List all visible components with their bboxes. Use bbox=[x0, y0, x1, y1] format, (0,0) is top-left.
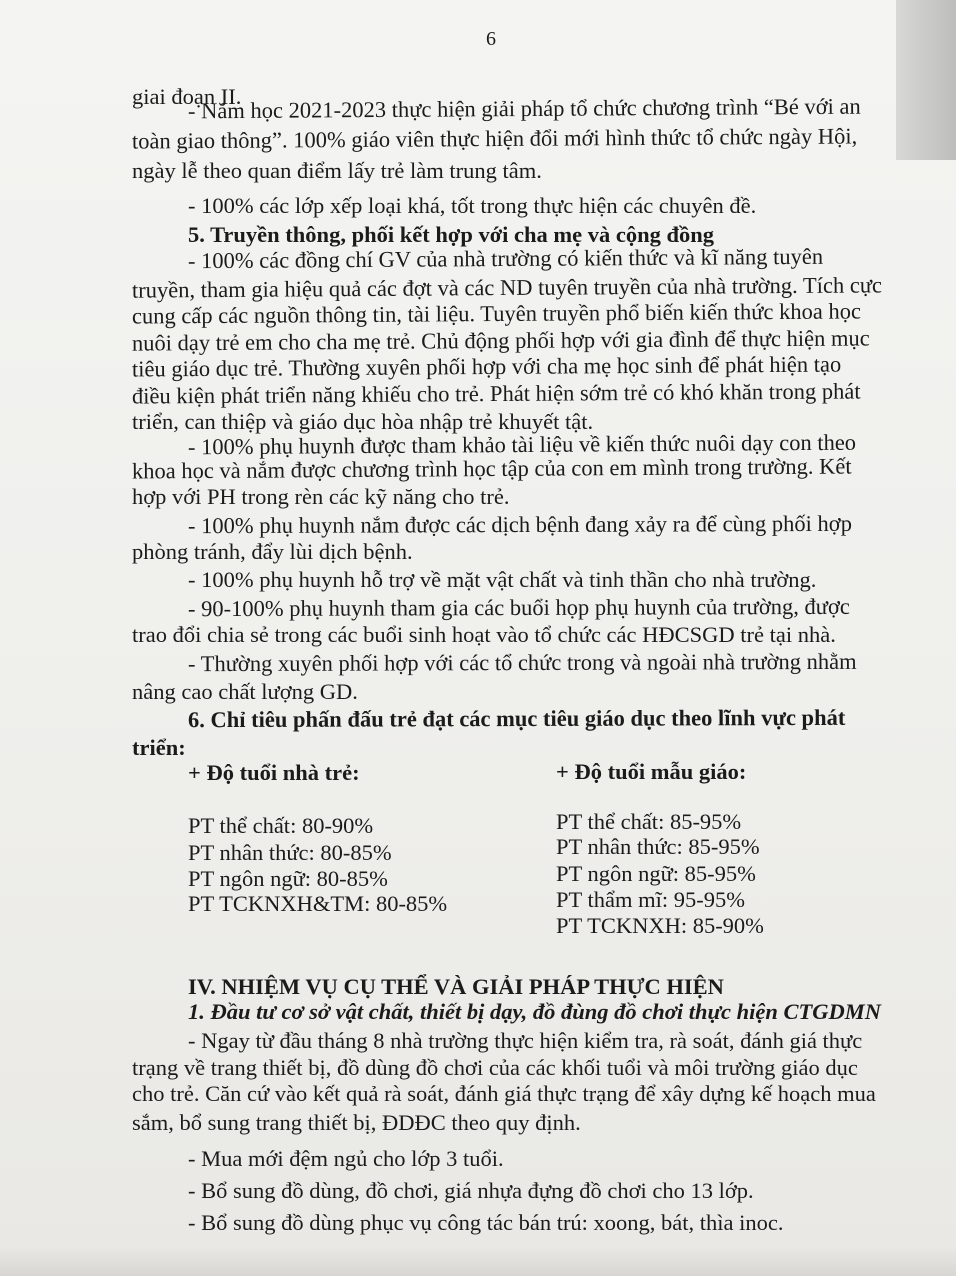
text-line: - 100% phụ huynh hỗ trợ về mặt vật chất và tinh thần cho nhà trường. bbox=[188, 567, 817, 592]
text-line: giai đoạn II. bbox=[132, 84, 242, 109]
nursery-target: PT TCKNXH&TM: 80-85% bbox=[188, 891, 448, 916]
text-line: - Ngay từ đầu tháng 8 nhà trường thực hiện kiểm tra, rà soát, đánh giá thực bbox=[188, 1028, 863, 1053]
text-line: - 100% các lớp xếp loại khá, tốt trong thực hiện các chuyên đề. bbox=[188, 193, 757, 218]
text-line: nâng cao chất lượng GD. bbox=[132, 679, 358, 704]
text-line: toàn giao thông”. 100% giáo viên thực hiện đổi mới hình thức tổ chức ngày Hội, bbox=[131, 123, 858, 154]
text-line: hợp với PH trong rèn các kỹ năng cho trẻ. bbox=[132, 484, 510, 509]
text-line: nuôi dạy trẻ em cho cha mẹ trẻ. Chủ động phối hợp với gia đình để thực hiện mục bbox=[131, 325, 870, 356]
page-number: 6 bbox=[486, 28, 496, 50]
nursery-age-heading: + Độ tuổi nhà trẻ: bbox=[188, 760, 360, 785]
nursery-target: PT nhân thức: 80-85% bbox=[188, 840, 392, 865]
text-line: - 100% phụ huynh nắm được các dịch bệnh đang xảy ra để cùng phối hợp bbox=[187, 510, 852, 539]
kindergarten-target: PT thể chất: 85-95% bbox=[556, 809, 742, 834]
text-line: tiêu giáo dục trẻ. Thường xuyên phối hợp với cha mẹ học sinh để phát hiện tạo bbox=[131, 351, 842, 382]
text-line: cho trẻ. Căn cứ vào kết quả rà soát, đánh giá thực trạng để xây dựng kế hoạch mua bbox=[132, 1081, 876, 1106]
kindergarten-target: PT thẩm mĩ: 95-95% bbox=[556, 887, 745, 912]
text-line: - Thường xuyên phối hợp với các tổ chức trong và ngoài nhà trường nhằm bbox=[187, 648, 857, 677]
nursery-target: PT ngôn ngữ: 80-85% bbox=[188, 866, 388, 891]
text-line: phòng tránh, đẩy lùi dịch bệnh. bbox=[132, 539, 413, 564]
text-line: - 100% phụ huynh được tham khảo tài liệu về kiến thức nuôi dạy con theo bbox=[187, 429, 857, 460]
text-line: ngày lễ theo quan điểm lấy trẻ làm trung tâm. bbox=[132, 158, 542, 183]
text-line: điều kiện phát triển năng khiếu cho trẻ. Phát hiện sớm trẻ có khó khăn trong phát bbox=[131, 378, 861, 409]
kindergarten-target: PT TCKNXH: 85-90% bbox=[556, 913, 764, 938]
text-line: trạng về trang thiết bị, đồ dùng đồ chơi của các khối tuổi và môi trường giáo dục bbox=[132, 1055, 858, 1080]
kindergarten-target: PT nhân thức: 85-95% bbox=[556, 834, 760, 859]
text-line: - 100% các đồng chí GV của nhà trường có kiến thức và kĩ năng tuyên bbox=[187, 243, 824, 274]
page-bottom-shadow bbox=[0, 1246, 956, 1276]
section-heading-cont: triển: bbox=[132, 735, 186, 760]
part-heading: IV. NHIỆM VỤ CỤ THỂ VÀ GIẢI PHÁP THỰC HIỆN bbox=[188, 974, 724, 999]
section-heading: 5. Truyền thông, phối kết hợp với cha mẹ và cộng đồng bbox=[188, 222, 715, 247]
text-line: - Bổ sung đồ dùng, đồ chơi, giá nhựa đựng đồ chơi cho 13 lớp. bbox=[188, 1178, 754, 1203]
nursery-target: PT thể chất: 80-90% bbox=[188, 813, 374, 838]
text-line: cung cấp các nguồn thông tin, tài liệu. Tuyên truyền phổ biến kiến thức khoa học bbox=[131, 298, 861, 329]
text-line: - Bổ sung đồ dùng phục vụ công tác bán trú: xoong, bát, thìa inoc. bbox=[188, 1210, 784, 1235]
section-heading: 6. Chỉ tiêu phấn đấu trẻ đạt các mục tiêu giáo dục theo lĩnh vực phát bbox=[187, 704, 846, 733]
text-line: triển, can thiệp và giáo dục hòa nhập trẻ khuyết tật. bbox=[132, 409, 594, 434]
text-line: - Năm học 2021-2023 thực hiện giải pháp tổ chức chương trình “Bé với an bbox=[187, 93, 861, 124]
text-line: - Mua mới đệm ngủ cho lớp 3 tuổi. bbox=[188, 1146, 504, 1171]
kindergarten-age-heading: + Độ tuổi mẫu giáo: bbox=[556, 759, 747, 784]
text-line: khoa học và nắm được chương trình học tập của con em mình trong trường. Kết bbox=[131, 453, 852, 484]
text-line: trao đổi chia sẻ trong các buổi sinh hoạt vào tổ chức các HĐCSGD trẻ tại nhà. bbox=[132, 622, 836, 647]
text-line: sắm, bổ sung trang thiết bị, ĐDĐC theo quy định. bbox=[132, 1110, 581, 1135]
kindergarten-target: PT ngôn ngữ: 85-95% bbox=[556, 861, 756, 886]
page-corner-shadow bbox=[896, 0, 956, 160]
text-line: - 90-100% phụ huynh tham gia các buổi họp phụ huynh của trường, được bbox=[187, 593, 850, 622]
subsection-heading: 1. Đầu tư cơ sở vật chất, thiết bị dạy, đồ đùng đồ chơi thực hiện CTGDMN bbox=[188, 999, 882, 1024]
text-line: truyền, tham gia hiệu quả các đợt và các ND tuyên truyền của nhà trường. Tích cực bbox=[131, 272, 883, 303]
